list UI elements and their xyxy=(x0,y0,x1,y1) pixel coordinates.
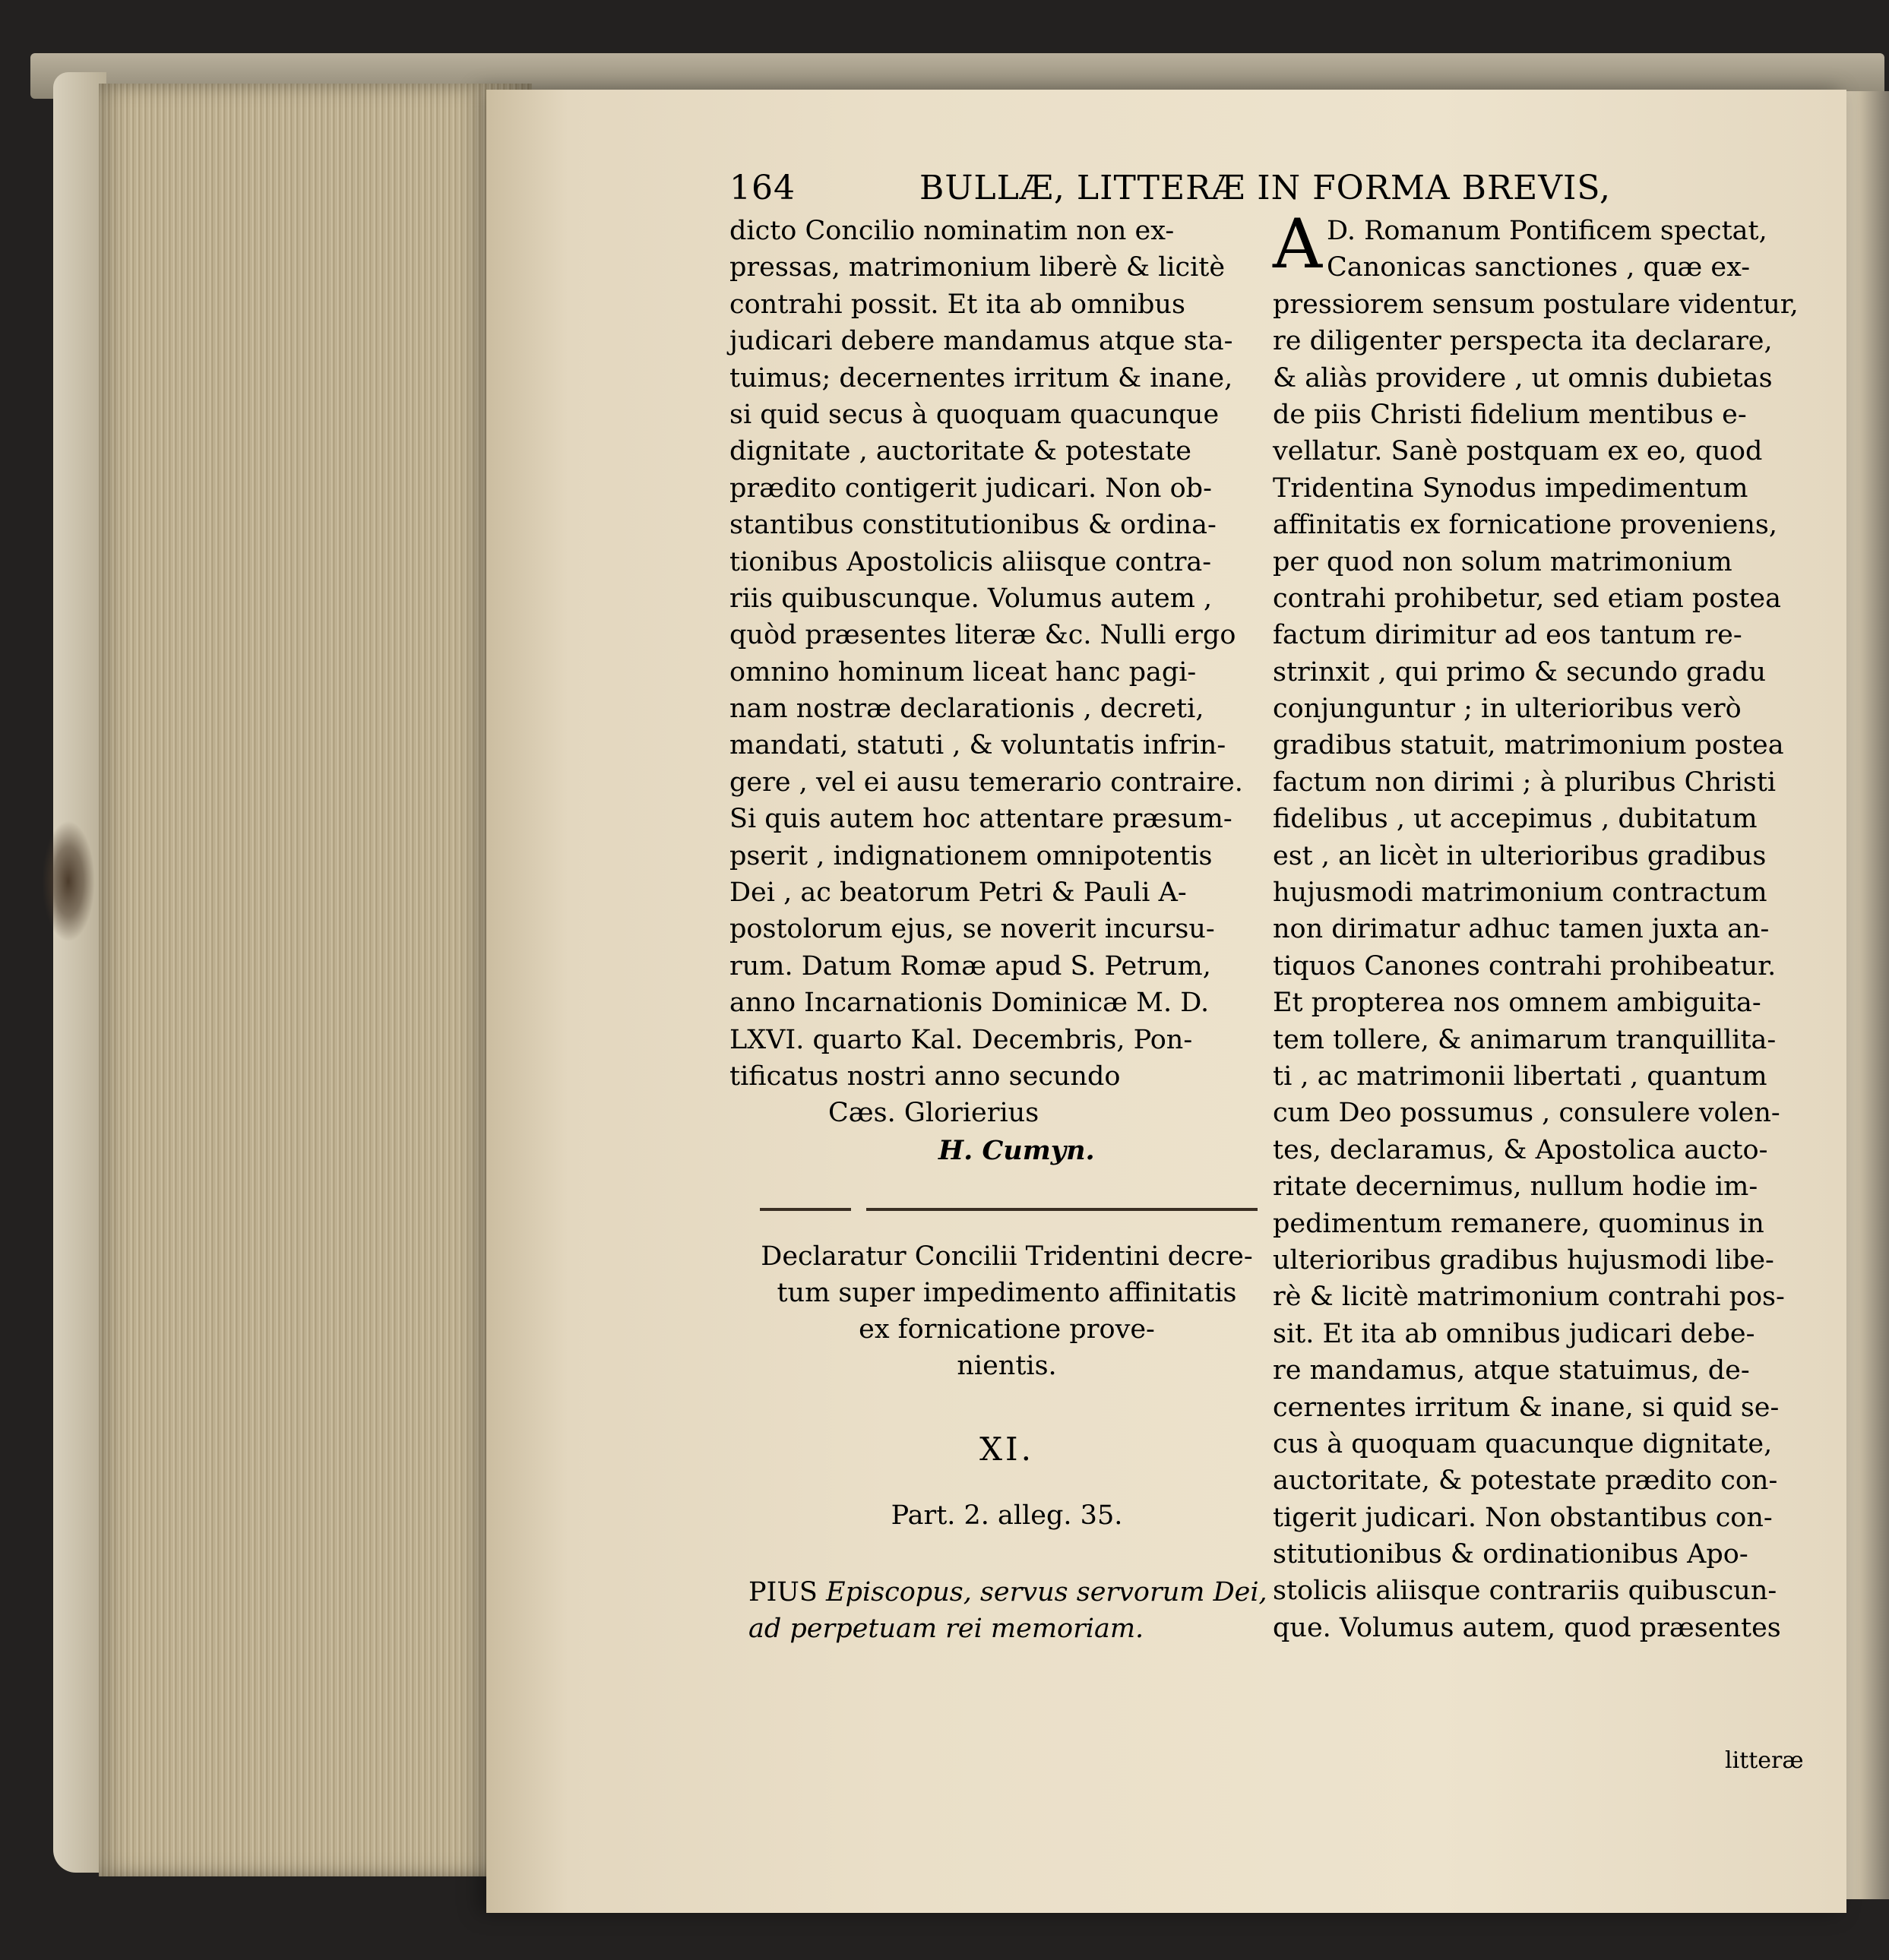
text-line: pressas, matrimonium liberè & licitè xyxy=(729,252,1226,283)
text-line: per quod non solum matrimonium xyxy=(1273,546,1732,577)
opening-line-1 xyxy=(748,1574,1280,1611)
text-line: non dirimatur adhuc tamen juxta an- xyxy=(1273,914,1770,945)
text-line: contrahi possit. Et ita ab omnibus xyxy=(729,289,1185,320)
section-number: XI. xyxy=(979,1430,1034,1468)
text-line: dicto Concilio nominatim non ex- xyxy=(729,216,1175,246)
text-line: de piis Christi fidelium mentibus e- xyxy=(1273,399,1747,430)
text-line: tiquos Canones contrahi prohibeatur. xyxy=(1273,950,1777,982)
allegation-reference: Part. 2. alleg. 35. xyxy=(891,1500,1123,1531)
signature-cumyn: H. Cumyn. xyxy=(938,1135,1095,1167)
text-line: vellatur. Sanè postquam ex eo, quod xyxy=(1273,436,1763,467)
text-line: ritate decernimus, nullum hodie im- xyxy=(1273,1171,1758,1203)
text-line: que. Volumus autem, quod præsentes xyxy=(1273,1612,1781,1643)
text-line: stantibus constitutionibus & ordina- xyxy=(729,510,1217,541)
text-line: ulterioribus gradibus hujusmodi libe- xyxy=(1273,1244,1774,1276)
rubric-line: tum super impedimento affinitatis xyxy=(777,1278,1237,1308)
divider-rule xyxy=(760,1208,851,1211)
text-line: stitutionibus & ordinationibus Apo- xyxy=(1273,1539,1748,1570)
text-line: re diligenter perspecta ita declarare, xyxy=(1273,326,1773,357)
text-line: tes, declaramus, & Apostolica aucto- xyxy=(1273,1134,1768,1165)
opening-title: Episcopus, servus servorum Dei, xyxy=(826,1577,1267,1608)
text-line: rum. Datum Romæ apud S. Petrum, xyxy=(729,950,1211,982)
text-line: D. Romanum Pontificem spectat, xyxy=(1327,216,1767,246)
text-line: & aliàs providere , ut omnis dubietas xyxy=(1273,362,1773,394)
text-line: gere , vel ei ausu temerario contraire. xyxy=(729,767,1243,798)
text-line: fidelibus , ut accepimus , dubitatum xyxy=(1273,804,1758,835)
running-head xyxy=(729,169,1611,214)
pope-name: PIUS xyxy=(748,1577,818,1608)
right-column xyxy=(1273,204,1799,1646)
drop-capital: A xyxy=(1273,204,1322,284)
text-line: cum Deo possumus , consulere volen- xyxy=(1273,1098,1780,1129)
text-line: prædito contigerit judicari. Non ob- xyxy=(729,473,1212,504)
text-line: LXVI. quarto Kal. Decembris, Pon- xyxy=(729,1024,1193,1055)
page-edges xyxy=(99,84,532,1876)
text-line: factum dirimitur ad eos tantum re- xyxy=(1273,620,1742,651)
text-line: pressiorem sensum postulare videntur, xyxy=(1273,289,1799,320)
text-line: cus à quoquam quacunque dignitate, xyxy=(1273,1428,1773,1459)
rubric-line: Declaratur Concilii Tridentini decre- xyxy=(761,1241,1253,1272)
left-column xyxy=(729,213,1261,1171)
rubric-line: nientis. xyxy=(957,1351,1057,1381)
text-line: mandati, statuti , & voluntatis infrin- xyxy=(729,730,1226,761)
text-line: sit. Et ita ab omnibus judicari debe- xyxy=(1273,1318,1755,1349)
text-line: ti , ac matrimonii libertati , quantum xyxy=(1273,1061,1767,1092)
text-line: gradibus statuit, matrimonium postea xyxy=(1273,730,1784,761)
stain-mark xyxy=(42,820,95,942)
text-line: riis quibuscunque. Volumus autem , xyxy=(729,583,1213,614)
text-line: strinxit , qui primo & secundo gradu xyxy=(1273,656,1767,688)
text-line: hujusmodi matrimonium contractum xyxy=(1273,877,1767,909)
text-line: factum non dirimi ; à pluribus Christi xyxy=(1273,767,1777,798)
text-line: Si quis autem hoc attentare præsum- xyxy=(729,804,1232,835)
text-line: pedimentum remanere, quominus in xyxy=(1273,1208,1764,1239)
section-rubric xyxy=(741,1238,1273,1384)
text-line: omnino hominum liceat hanc pagi- xyxy=(729,656,1197,688)
rubric-line: ex fornicatione prove- xyxy=(859,1314,1155,1345)
bull-opening xyxy=(748,1574,1280,1647)
divider-rule xyxy=(866,1208,1258,1211)
text-line: anno Incarnationis Dominicæ M. D. xyxy=(729,988,1210,1019)
signature-glorierius: Cæs. Glorierius xyxy=(828,1098,1039,1129)
text-line: affinitatis ex fornicatione proveniens, xyxy=(1273,510,1777,541)
text-line: pserit , indignationem omnipotentis xyxy=(729,840,1213,871)
text-line: quòd præsentes literæ &c. Nulli ergo xyxy=(729,620,1236,651)
opening-line-2: ad perpetuam rei memoriam. xyxy=(748,1614,1144,1644)
text-line: Et propterea nos omnem ambiguita- xyxy=(1273,988,1761,1019)
text-line: si quid secus à quoquam quacunque xyxy=(729,399,1220,430)
text-line: stolicis aliisque contrariis quibuscun- xyxy=(1273,1576,1777,1607)
text-line: re mandamus, atque statuimus, de- xyxy=(1273,1355,1750,1386)
text-line: tigerit judicari. Non obstantibus con- xyxy=(1273,1502,1773,1533)
text-line: Dei , ac beatorum Petri & Pauli A- xyxy=(729,877,1187,909)
text-line: postolorum ejus, se noverit incursu- xyxy=(729,914,1215,945)
text-line: rè & licitè matrimonium contrahi pos- xyxy=(1273,1282,1785,1313)
text-line: tificatus nostri anno secundo xyxy=(729,1061,1121,1092)
text-line: Tridentina Synodus impedimentum xyxy=(1273,473,1748,504)
page-number: 164 xyxy=(729,169,796,207)
text-line: cernentes irritum & inane, si quid se- xyxy=(1273,1392,1780,1423)
text-line: tuimus; decernentes irritum & inane, xyxy=(729,362,1233,394)
text-line: tionibus Apostolicis aliisque contra- xyxy=(729,546,1212,577)
text-line: est , an licèt in ulterioribus gradibus xyxy=(1273,840,1767,871)
text-line: conjunguntur ; in ulterioribus verò xyxy=(1273,694,1742,725)
text-line: contrahi prohibetur, sed etiam postea xyxy=(1273,583,1781,614)
text-line: nam nostræ declarationis , decreti, xyxy=(729,694,1204,725)
text-line: Canonicas sanctiones , quæ ex- xyxy=(1327,252,1751,283)
text-line: dignitate , auctoritate & potestate xyxy=(729,436,1191,467)
text-line: tem tollere, & animarum tranquillita- xyxy=(1273,1024,1777,1055)
running-title: BULLÆ, LITTERÆ IN FORMA BREVIS, xyxy=(919,169,1611,207)
text-line: auctoritate, & potestate prædito con- xyxy=(1273,1465,1778,1497)
text-line: judicari debere mandamus atque sta- xyxy=(729,326,1233,357)
catchword: litteræ xyxy=(1725,1747,1804,1774)
